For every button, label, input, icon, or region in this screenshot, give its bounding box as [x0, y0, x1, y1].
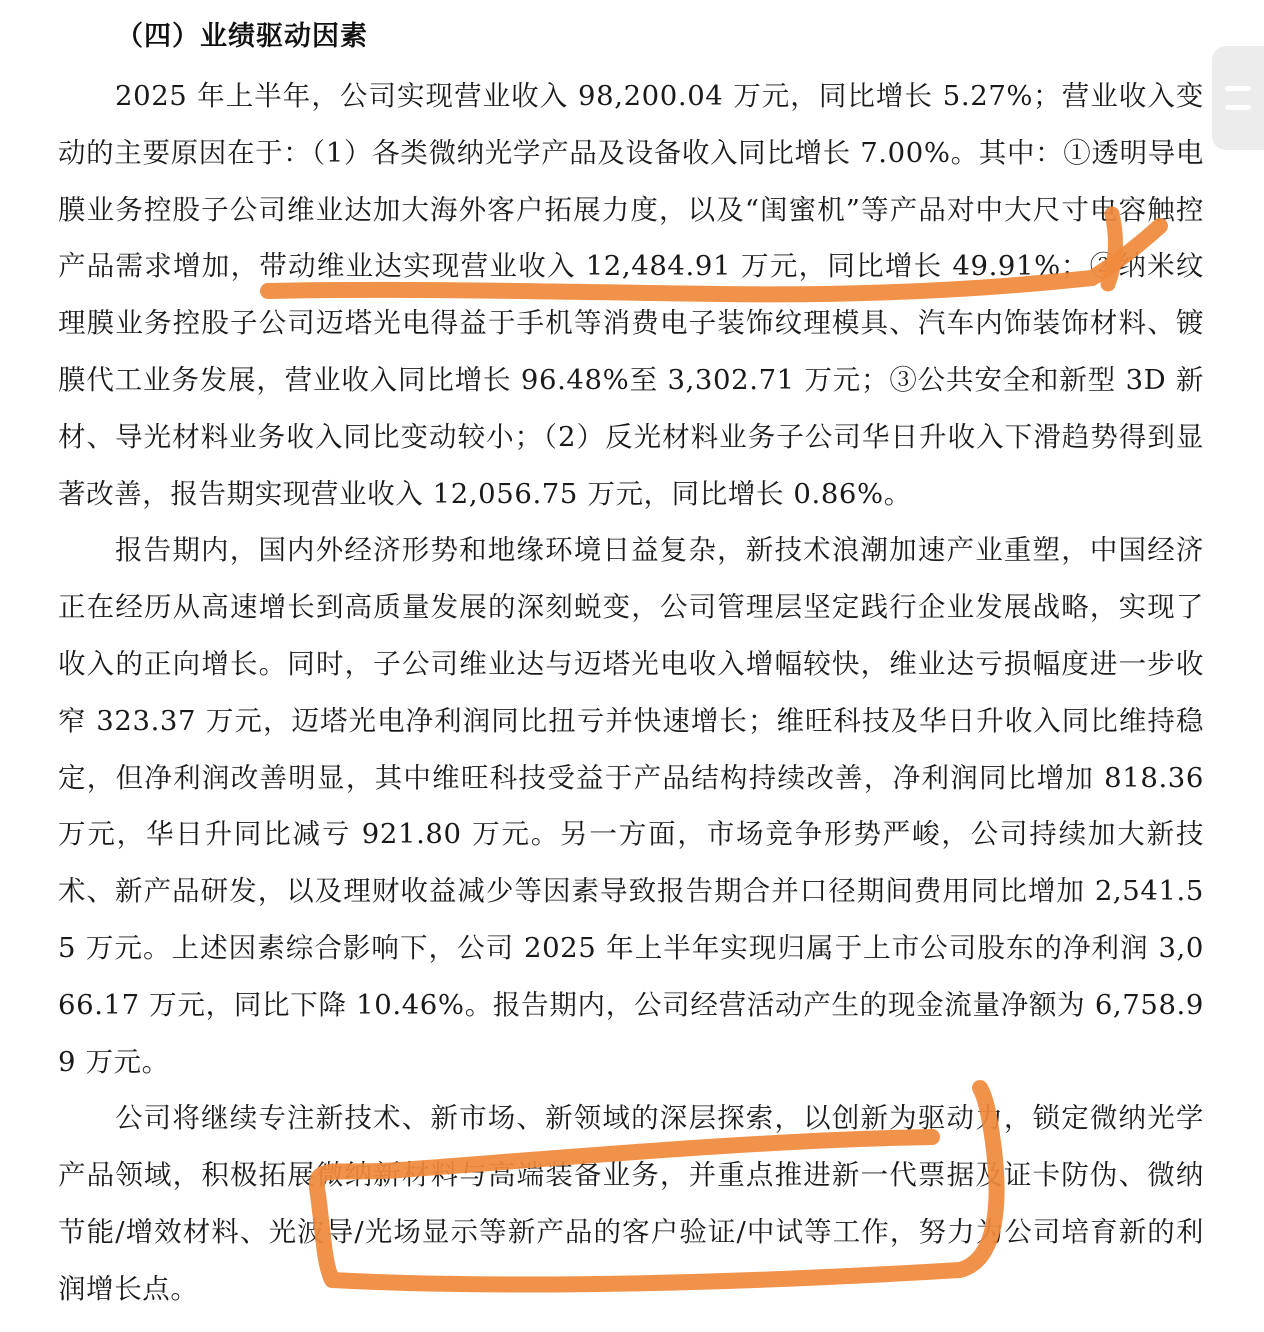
menu-handle-icon[interactable] — [1212, 46, 1264, 150]
handle-bar — [1225, 105, 1251, 110]
document-body — [58, 14, 1204, 1318]
paragraph-revenue: 2025 年上半年，公司实现营业收入 98,200.04 万元，同比增长 5.27%；营业收入变动的主要原因在于：（1）各类微纳光学产品及设备收入同比增长 7.00%。其中：①透明导电膜业务控股子公司维业达加大海外客户拓展力度，以及“闺蜜机”等产品对中大尺寸电容触控产品需求增加，带动维业达实现营业收入 12,484.91 万元，同比增长 49.91%；②纳米纹理膜业务控股子公司迈塔光电得益于手机等消费电子装饰纹理模具、汽车内饰装饰材料、镀膜代工业务发展，营业收入同比增长 96.48%至 3,302.71 万元；③公共安全和新型 3D 新材、导光材料业务收入同比变动较小；（2）反光材料业务子公司华日升收入下滑趋势得到显著改善，报告期实现营业收入 12,056.75 万元，同比增长 0.86%。 — [58, 80, 1204, 510]
paragraph-profit: 报告期内，国内外经济形势和地缘环境日益复杂，新技术浪潮加速产业重塑，中国经济正在经历从高速增长到高质量发展的深刻蜕变，公司管理层坚定践行企业发展战略，实现了收入的正向增长。同时，子公司维业达与迈塔光电收入增幅较快，维业达亏损幅度进一步收窄 323.37 万元，迈塔光电净利润同比扭亏并快速增长；维旺科技及华日升收入同比维持稳定，但净利润改善明显，其中维旺科技受益于产品结构持续改善，净利润同比增加 818.36 万元，华日升同比减亏 921.80 万元。另一方面，市场竞争形势严峻，公司持续加大新技术、新产品研发，以及理财收益减少等因素导致报告期合并口径期间费用同比增加 2,541.55 万元。上述因素综合影响下，公司 2025 年上半年实现归属于上市公司股东的净利润 3,066.17 万元，同比下降 10.46%。报告期内，公司经营活动产生的现金流量净额为 6,758.99 万元。 — [58, 534, 1204, 1078]
section-heading: （四）业绩驱动因素 — [116, 21, 368, 52]
handle-bar — [1225, 86, 1251, 91]
paragraph-outlook: 公司将继续专注新技术、新市场、新领域的深层探索，以创新为驱动力，锁定微纳光学产品领域，积极拓展微纳新材料与高端装备业务，并重点推进新一代票据及证卡防伪、微纳节能/增效材料、光波导/光场显示等新产品的客户验证/中试等工作，努力为公司培育新的利润增长点。 — [58, 1102, 1204, 1305]
